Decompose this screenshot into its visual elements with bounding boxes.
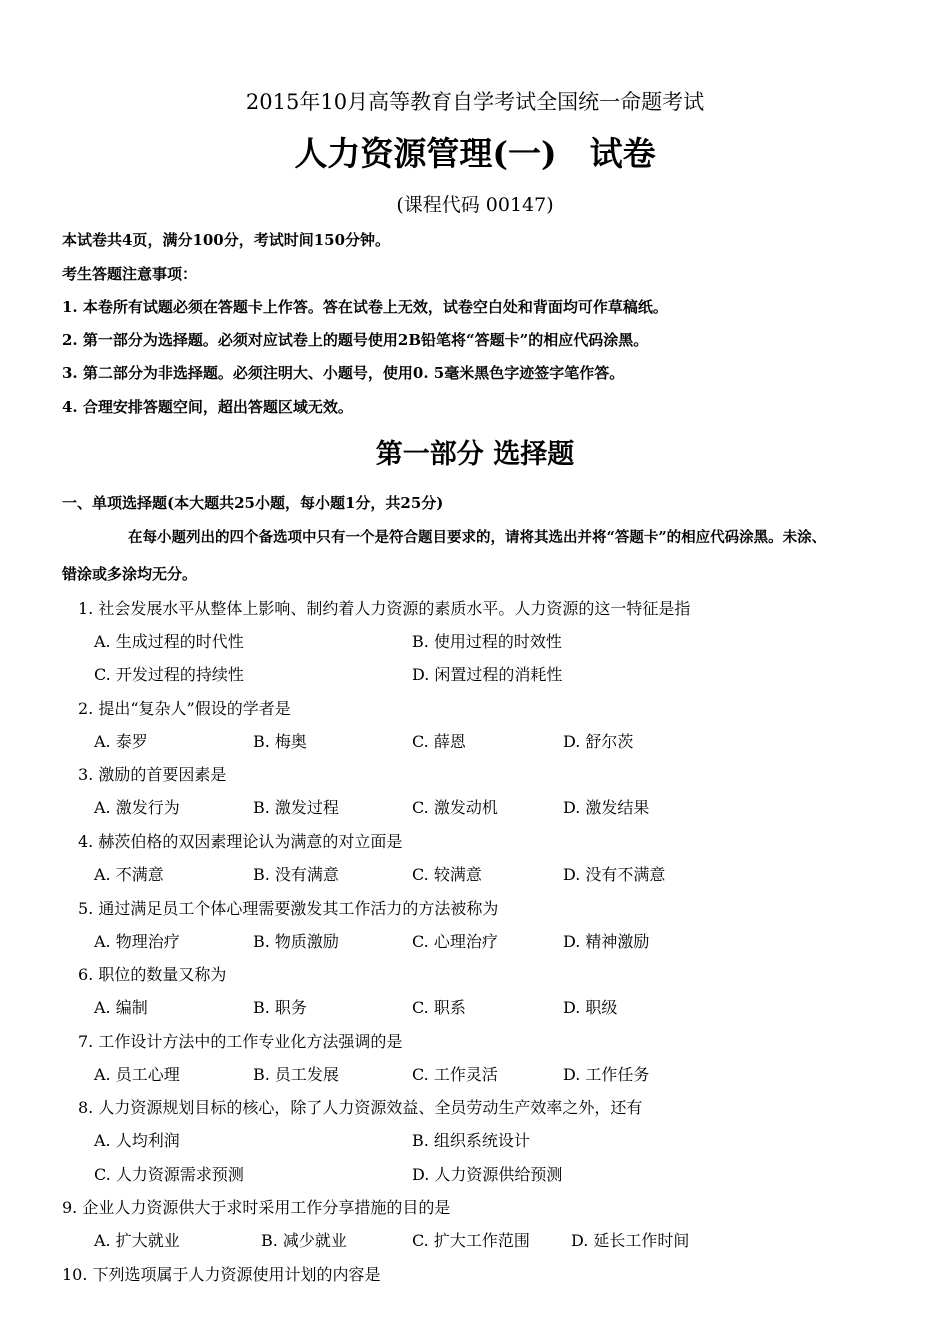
note-item: 3. 第二部分为非选择题。必须注明大、小题号，使用0. 5毫米黑色字迹签字笔作答。 [62,364,625,382]
section-instruction: 在每小题列出的四个备选项中只有一个是符合题目要求的，请将其选出并将“答题卡”的相应代码涂黑。未涂、 [128,529,827,546]
option-a: A. 泰罗 [94,732,148,751]
option-a: A. 激发行为 [94,798,180,817]
question-stem: 1. 社会发展水平从整体上影响、制约着人力资源的素质水平。人力资源的这一特征是指 [78,599,691,618]
note-item: 2. 第一部分为选择题。必须对应试卷上的题号使用2B铅笔将“答题卡”的相应代码涂黑。 [62,331,649,349]
question-stem: 9. 企业人力资源供大于求时采用工作分享措施的目的是 [62,1198,451,1217]
question-stem: 5. 通过满足员工个体心理需要激发其工作活力的方法被称为 [78,899,499,918]
exam-summary: 本试卷共4页，满分100分，考试时间150分钟。 [62,231,391,249]
section-heading: 一、单项选择题(本大题共25小题，每小题1分，共25分) [62,494,444,512]
option-c: C. 人力资源需求预测 [94,1165,244,1184]
notes-heading: 考生答题注意事项： [62,265,198,283]
option-d: D. 激发结果 [563,798,650,817]
option-d: D. 精神激励 [563,932,650,951]
option-b: B. 使用过程的时效性 [412,632,562,651]
section-instruction-cont: 错涂或多涂均无分。 [62,565,198,583]
option-d: D. 没有不满意 [563,865,666,884]
part-title: 第一部分 选择题 [375,439,575,470]
question-stem: 8. 人力资源规划目标的核心，除了人力资源效益、全员劳动生产效率之外，还有 [78,1098,643,1117]
option-a: A. 生成过程的时代性 [94,632,244,651]
option-a: A. 编制 [94,998,148,1017]
option-d: D. 闲置过程的消耗性 [412,665,563,684]
note-item: 1. 本卷所有试题必须在答题卡上作答。答在试卷上无效，试卷空白处和背面均可作草稿纸。 [62,298,668,316]
option-b: B. 职务 [253,998,307,1017]
option-b: B. 物质激励 [253,932,339,951]
option-d: D. 舒尔茨 [563,732,634,751]
option-c: C. 开发过程的持续性 [94,665,244,684]
option-d: D. 人力资源供给预测 [412,1165,563,1184]
course-code: (课程代码 00147) [396,194,554,216]
option-a: A. 不满意 [94,865,164,884]
option-c: C. 职系 [412,998,466,1017]
option-c: C. 较满意 [412,865,482,884]
option-a: A. 扩大就业 [94,1231,180,1250]
option-b: B. 激发过程 [253,798,339,817]
exam-title: 人力资源管理(一) 试卷 [294,134,656,173]
question-stem: 2. 提出“复杂人”假设的学者是 [78,699,291,718]
option-a: A. 员工心理 [94,1065,180,1084]
option-d: D. 延长工作时间 [571,1231,690,1250]
option-b: B. 组织系统设计 [412,1131,530,1150]
option-b: B. 员工发展 [253,1065,339,1084]
exam-line: 2015年10月高等教育自学考试全国统一命题考试 [245,90,705,114]
option-c: C. 扩大工作范围 [412,1231,530,1250]
option-b: B. 减少就业 [261,1231,347,1250]
question-stem: 3. 激励的首要因素是 [78,765,227,784]
option-c: C. 薛恩 [412,732,466,751]
question-stem: 6. 职位的数量又称为 [78,965,227,984]
question-stem: 4. 赫茨伯格的双因素理论认为满意的对立面是 [78,832,403,851]
question-stem: 10. 下列选项属于人力资源使用计划的内容是 [62,1265,381,1284]
option-b: B. 梅奥 [253,732,307,751]
note-item: 4. 合理安排答题空间，超出答题区域无效。 [62,398,353,416]
option-c: C. 工作灵活 [412,1065,498,1084]
option-c: C. 心理治疗 [412,932,498,951]
option-d: D. 工作任务 [563,1065,650,1084]
option-a: A. 人均利润 [94,1131,180,1150]
option-d: D. 职级 [563,998,618,1017]
option-b: B. 没有满意 [253,865,339,884]
option-a: A. 物理治疗 [94,932,180,951]
option-c: C. 激发动机 [412,798,498,817]
question-stem: 7. 工作设计方法中的工作专业化方法强调的是 [78,1032,403,1051]
